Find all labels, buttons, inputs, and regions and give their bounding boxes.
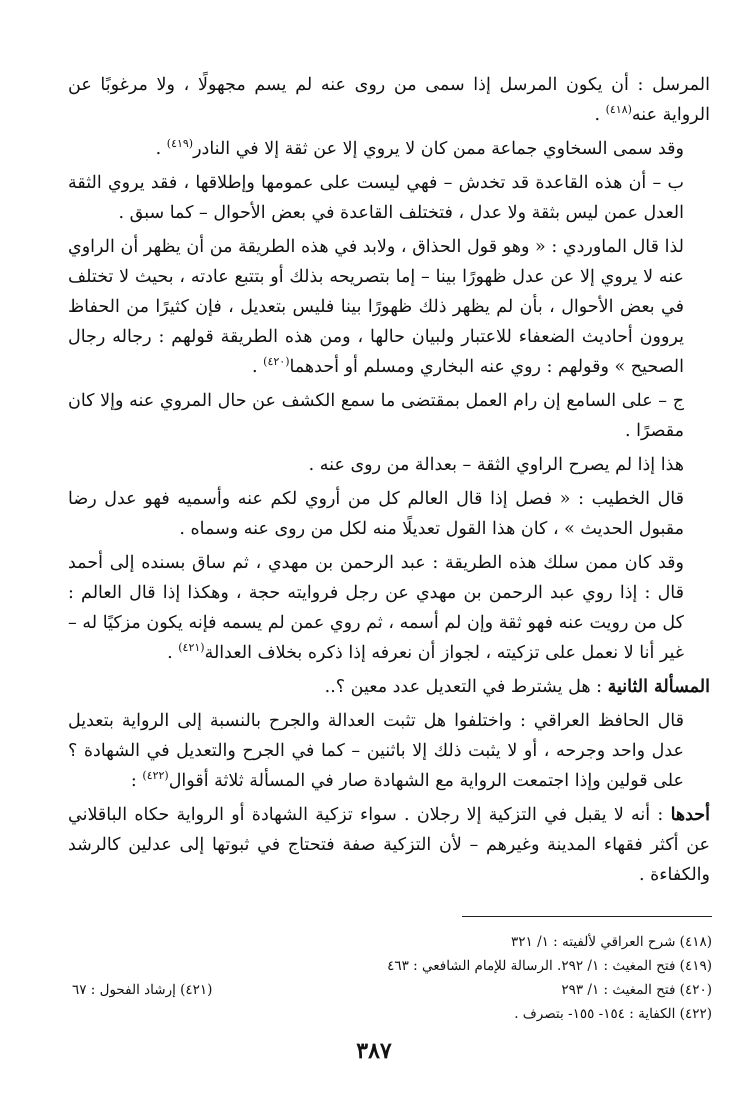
paragraph-text: قال الحافظ العراقي : واختلفوا هل تثبت العدالة والجرح بالنسبة إلى الرواية بتعديل عدل واحد وجرحه ، أو لا يثبت ذلك إلا باثنين – كما في الجرح والتعديل في الشهادة ؟ على قولين وإذا اجتمعت الرواية مع الشهادة صار في المسألة ثلاثة أقوال	[68, 711, 684, 791]
paragraph-iraqi	[68, 706, 710, 796]
paragraph-second-issue	[68, 672, 710, 702]
paragraph-mawardi	[68, 232, 710, 382]
paragraph-end: :	[130, 771, 143, 791]
footnote-420: (٤٢٠) فتح المغيث : ١/ ٢٩٣	[561, 982, 712, 998]
page-number: ٣٨٧	[356, 1038, 392, 1064]
paragraph-text: وقد كان ممن سلك هذه الطريقة : عبد الرحمن بن مهدي ، ثم ساق بسنده إلى أحمد قال : إذا روي عبد الرحمن بن مهدي عن رجل فروايته حجة ، وهكذا إذا قال العالم : كل من رويت عنه فهو ثقة وإن لم أسمه ، ثم روي عمن لم يسمه فإنه يكون مزكيًا له – غير أنا لا نعمل على تزكيته ، لجواز أن نعرفه إذا ذكره بخلاف العدالة	[68, 553, 684, 663]
footnote-418: (٤١٨) شرح العراقي لألفيته : ١/ ٣٢١	[511, 934, 712, 950]
footnote-419: (٤١٩) فتح المغيث : ١/ ٢٩٢. الرسالة للإمام الشافعي : ٤٦٣	[387, 958, 712, 974]
opinion-label: أحدها	[670, 805, 710, 825]
paragraph-j: ج – على السامع إن رام العمل بمقتضى ما سمع الكشف عن حال المروي عنه وإلا كان مقصرًا .	[68, 391, 684, 441]
paragraph-ibn-mahdi	[68, 548, 710, 668]
footnotes	[32, 930, 712, 1026]
paragraph-text: : أنه لا يقبل في التزكية إلا رجلان . سواء تزكية الشهادة أو الرواية حكاه الباقلاني عن أكثر فقهاء المدينة وغيرهم – لأن التزكية صفة فتحتاج في ثبوتها إلى عدلين كالرشد والكفاءة .	[68, 805, 710, 885]
footnote-421: (٤٢١) إرشاد الفحول : ٦٧	[72, 982, 213, 998]
paragraph-end: .	[594, 105, 606, 125]
paragraph-end: .	[252, 357, 264, 377]
paragraph-text: وقد سمى السخاوي جماعة ممن كان لا يروي إلا عن ثقة إلا في النادر	[193, 139, 684, 159]
footnote-422: (٤٢٢) الكفاية : ١٥٤- ١٥٥- بتصرف .	[514, 1006, 712, 1022]
paragraph-end: .	[155, 139, 167, 159]
footnote-ref: (٤٢٢)	[142, 769, 169, 783]
footnote-row	[32, 978, 712, 1002]
footnote-ref: (٤٢١)	[178, 641, 205, 655]
paragraph-b: ب – أن هذه القاعدة قد تخدش – فهي ليست على عمومها وإطلاقها ، فقد يروي الثقة العدل عمن ليس بثقة ولا عدل ، فتختلف القاعدة في بعض الأحوال – كما سبق .	[68, 173, 684, 223]
paragraph-first-opinion	[68, 800, 710, 890]
paragraph-text: لذا قال الماوردي : « وهو قول الحذاق ، ولابد في هذه الطريقة من أن يظهر أن الراوي عنه لا يروي إلا عن عدل ظهورًا بينا – إما بتصريحه بذلك أو بتتبع عادته ، بحيث لا تختلف في بعض الأحوال ، بأن لم يظهر ذلك ظهورًا بينا فليس بتعديل ، فإن كثيرًا من الحفاظ يروون أحاديث الضعفاء للاعتبار ولبيان حالها ، ومن هذه الطريقة قولهم : رجاله رجال الصحيح » وقولهم : روي عنه البخاري ومسلم أو أحدهما	[68, 237, 684, 377]
paragraph-khatib: قال الخطيب : « فصل إذا قال العالم كل من أروي لكم عنه وأسميه فهو عدل رضا مقبول الحديث » ، كان هذا القول تعديلًا منه لكل من روى عنه وسماه .	[68, 489, 684, 539]
paragraph-text: : هل يشترط في التعديل عدد معين ؟..	[324, 677, 608, 697]
paragraph-hatha: هذا إذا لم يصرح الراوي الثقة – بعدالة من روى عنه .	[308, 455, 684, 475]
footnote-divider	[462, 916, 712, 917]
main-text	[68, 70, 710, 894]
paragraph-text: المرسل : أن يكون المرسل إذا سمى من روى عنه لم يسم مجهولًا ، ولا مرغوبًا عن الرواية عنه	[68, 75, 710, 125]
section-heading: المسألة الثانية	[607, 677, 710, 697]
footnote-ref: (٤١٨)	[605, 103, 632, 117]
paragraph-sakhawi	[68, 134, 710, 164]
footnote-ref: (٤١٩)	[166, 137, 194, 151]
paragraph-end: .	[167, 643, 179, 663]
paragraph-mursal	[68, 70, 710, 130]
footnote-ref: (٤٢٠)	[263, 355, 290, 369]
